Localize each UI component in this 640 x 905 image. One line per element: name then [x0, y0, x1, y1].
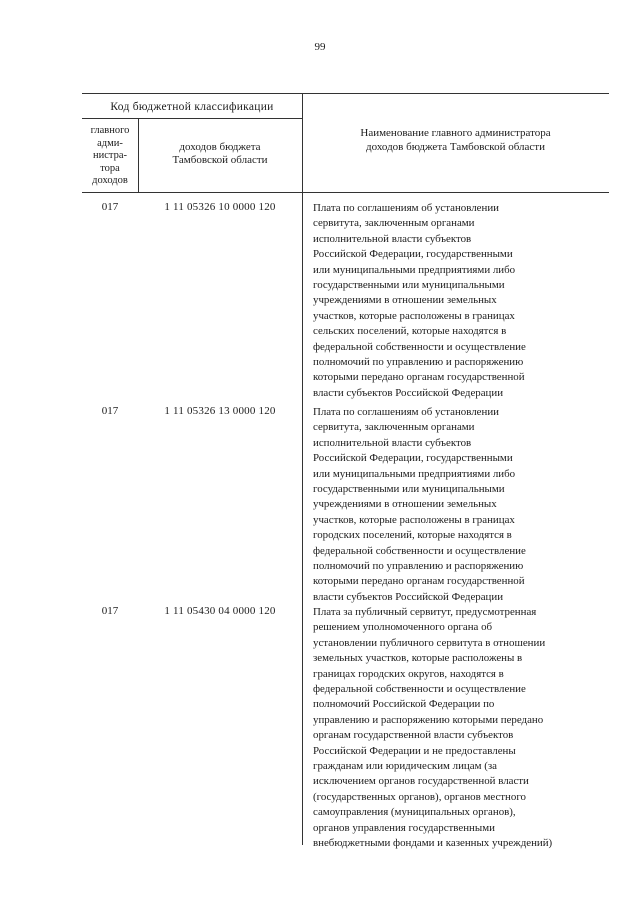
table-top-border [82, 93, 609, 94]
page-number: 99 [314, 41, 326, 53]
code-group-header: Код бюджетной классификации [110, 101, 274, 113]
header-bottom-border [82, 192, 609, 193]
admin-code-cell: 017 [101, 405, 119, 417]
admin-column-header: главного адми- нистра- тора доходов [90, 125, 130, 186]
income-name-cell: Плата по соглашениям об установлении сервитута, заключенным органами исполнительной власти субъектов Российской Федерации, государственными или муниципальными предприятиями либо государственными или муниципальными учреждениями в отношении земельных участков, которые расположены в границах сельских поселений, которые находятся в федеральной собственности и осуществление полномочий по управлению и распоряжению которыми передано органам государственной власти субъектов Российской Федерации [313, 202, 526, 399]
code-group-divider [82, 118, 302, 119]
income-code-cell: 1 11 05430 04 0000 120 [164, 605, 276, 617]
income-code-cell: 1 11 05326 10 0000 120 [164, 201, 276, 213]
admin-code-cell: 017 [101, 201, 119, 213]
income-column-header: доходов бюджета Тамбовской области [172, 141, 268, 166]
income-name-cell: Плата за публичный сервитут, предусмотренная решением уполномоченного органа об установлении публичного сервитута в отношении земельных участков, которые расположены в границах городских округов, находятся в федеральной собственности и осуществление полномочий Российской Федерации по управлению и распоряжению которыми передано органам государственной власти субъектов Российской Федерации и не предоставлены гражданам или юридическим лицам (за исключением органов государственной власти (государственных органов), органов местного самоуправления (муниципальных органов), органов управления государственными внебюджетными фондами и казенных учреждений) [313, 606, 553, 850]
admin-code-cell: 017 [101, 605, 119, 617]
name-column-header: Наименование главного администратора доходов бюджета Тамбовской области [360, 127, 551, 153]
name-column-divider [302, 93, 303, 845]
income-code-cell: 1 11 05326 13 0000 120 [164, 405, 276, 417]
income-name-cell: Плата по соглашениям об установлении сервитута, заключенным органами исполнительной власти субъектов Российской Федерации, государственными или муниципальными предприятиями либо государственными или муниципальными учреждениями в отношении земельных участков, которые расположены в границах городских поселений, которые находятся в федеральной собственности и осуществление полномочий по управлению и распоряжению которыми передано органам государственной власти субъектов Российской Федерации [313, 406, 526, 603]
